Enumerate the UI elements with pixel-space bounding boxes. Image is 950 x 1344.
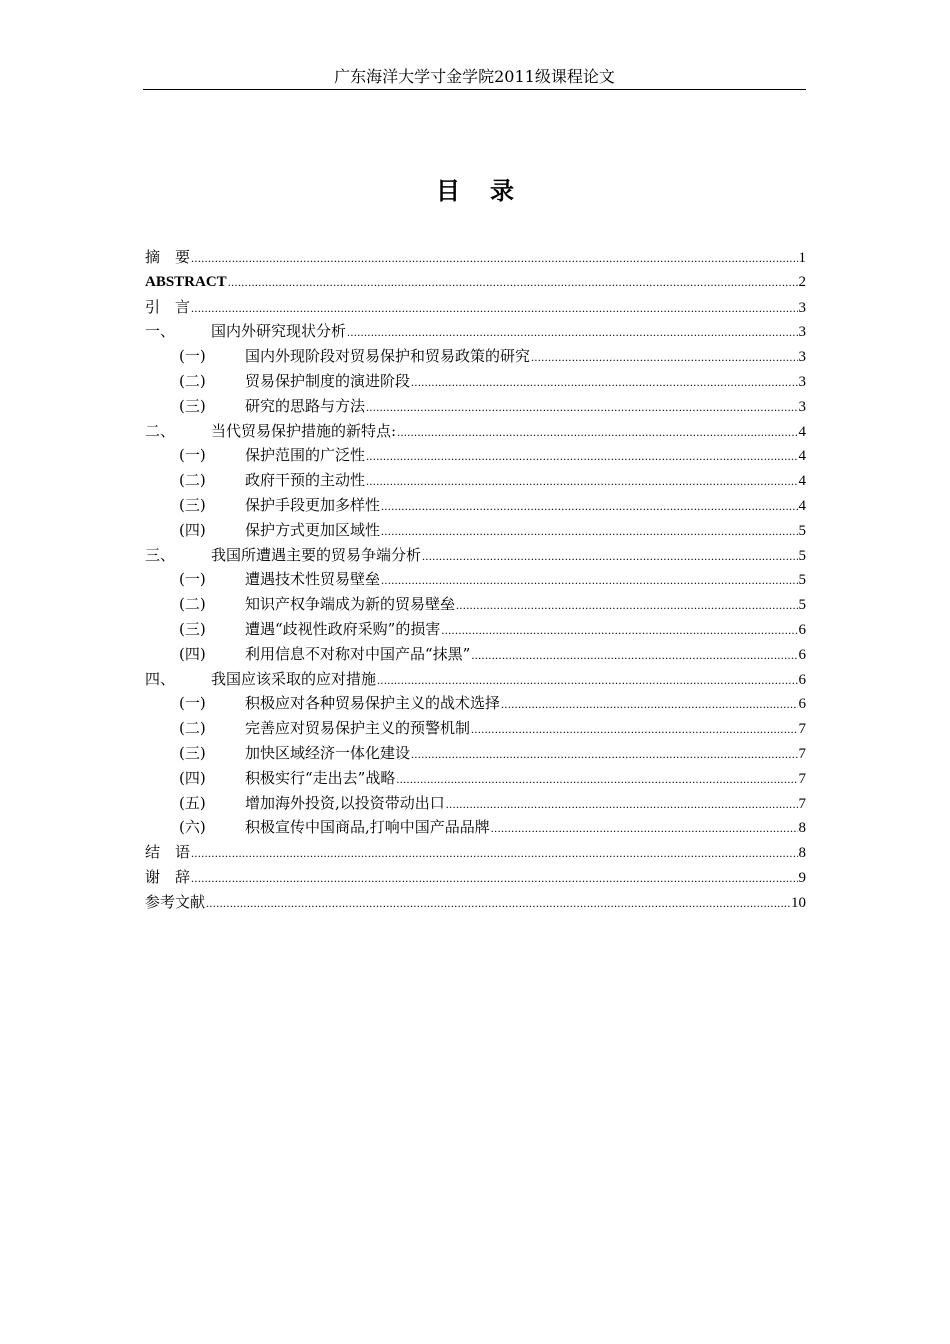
toc-dot-leader [381,568,797,593]
toc-entry-title: 摘要 [145,248,191,266]
toc-entry[interactable] [145,766,806,791]
toc-dot-leader [411,370,797,395]
toc-entry-title: 加快区域经济一体化建设 [245,743,411,762]
toc-entry[interactable] [145,245,806,270]
toc-entry[interactable] [145,419,806,444]
toc-page-number: 8 [798,820,806,837]
toc-entry[interactable] [145,468,806,493]
toc-entry-title: 政府干预的主动性 [245,471,366,490]
toc-entry-title: 保护手段更加多样性 [245,495,381,514]
toc-page-number: 4 [798,448,806,465]
toc-entry-number: (一) [179,570,206,589]
toc-page-number: 3 [798,398,806,415]
toc-entry[interactable] [145,691,806,716]
toc-entry-title: 遭遇“歧视性政府采购”的损害 [245,619,441,638]
toc-entry-title: 结语 [145,843,191,862]
toc-entry-title: 研究的思路与方法 [245,396,366,415]
toc-entry[interactable] [145,791,806,816]
toc-entry-number: 四、 [145,669,176,688]
toc-dot-leader [377,668,797,693]
toc-entry-title: 谢辞 [145,867,191,886]
toc-dot-leader [347,320,797,345]
toc-entry-number: (四) [179,644,206,663]
toc-dot-leader [366,469,797,494]
toc-dot-leader [396,767,797,792]
toc-entry[interactable] [145,394,806,419]
toc-dot-leader [366,395,797,420]
toc-page-number: 6 [798,621,806,638]
toc-entry[interactable] [145,815,806,840]
toc-entry-number: 三、 [145,545,176,564]
toc-entry[interactable] [145,617,806,642]
toc-page-number: 7 [798,770,806,787]
toc-entry-title: 保护范围的广泛性 [245,446,366,465]
toc-entry-number: (三) [179,619,206,638]
toc-entry-title: 保护方式更加区域性 [245,520,381,539]
toc-entry[interactable] [145,319,806,344]
toc-entry-number: 二、 [145,421,176,440]
toc-page-number: 5 [798,522,806,539]
toc-entry-number: (六) [179,818,206,837]
toc-dot-leader [191,866,797,891]
toc-page-number: 4 [798,423,806,440]
toc-page-number: 1 [798,250,806,266]
toc-title: 目录 [436,177,544,205]
toc-page-number: 8 [798,845,806,862]
toc-entry[interactable] [145,295,806,320]
toc-entry-number: (二) [179,719,206,738]
toc-entry-number: (二) [179,595,206,614]
toc-dot-leader [491,816,798,841]
toc-entry-title: 增加海外投资,以投资带动出口 [245,793,445,812]
toc-entry-title: 我国所遭遇主要的贸易争端分析 [211,545,422,564]
toc-dot-leader [366,444,797,469]
toc-entry[interactable] [145,716,806,741]
toc-page-number: 6 [798,646,806,663]
toc-entry-number: (四) [179,520,206,539]
toc-entry-title: 积极应对各种贸易保护主义的战术选择 [245,694,501,713]
toc-page-number: 5 [798,572,806,589]
toc-entry[interactable] [145,642,806,667]
toc-dot-leader [191,296,797,321]
toc-entry[interactable] [145,667,806,692]
toc-dot-leader [501,692,797,717]
toc-dot-leader [411,742,797,767]
toc-entry-title: ABSTRACT [145,273,227,290]
toc-page-number: 9 [798,869,806,886]
toc-page-number: 5 [798,547,806,564]
toc-entry[interactable] [145,543,806,568]
toc-entry-number: (一) [179,347,206,366]
toc-page-number: 4 [798,497,806,514]
toc-entry[interactable] [145,840,806,865]
toc-entry[interactable] [145,493,806,518]
toc-dot-leader [456,593,797,618]
toc-page-number: 7 [798,795,806,812]
toc-entry-number: (一) [179,446,206,465]
toc-dot-leader [397,420,797,445]
toc-entry-number: (五) [179,793,206,812]
toc-entry-title: 引言 [145,297,191,316]
toc-dot-leader [228,270,798,295]
toc-entry[interactable] [145,567,806,592]
toc-entry-title: 贸易保护制度的演进阶段 [245,371,411,390]
toc-dot-leader [422,544,797,569]
toc-entry-title: 完善应对贸易保护主义的预警机制 [245,719,471,738]
page-header: 广东海洋大学寸金学院2011级课程论文 [143,66,806,90]
toc-entry-number: (三) [179,396,206,415]
toc-entry-title: 我国应该采取的应对措施 [211,669,377,688]
toc-entry-title: 利用信息不对称对中国产品“抹黑” [245,644,471,663]
toc-page-number: 6 [798,671,806,688]
toc-page-number: 3 [798,373,806,390]
toc-entry-number: (一) [179,694,206,713]
toc-entry[interactable] [145,865,806,890]
toc-dot-leader [191,246,797,271]
toc-dot-leader [381,519,797,544]
toc-page-number: 3 [798,324,806,341]
toc-page-number: 7 [798,721,806,738]
toc-entry[interactable] [145,270,806,295]
toc-dot-leader [191,841,797,866]
toc-dot-leader [446,792,798,817]
toc-page-number: 7 [798,745,806,762]
toc-entry-number: (二) [179,471,206,490]
toc-entry[interactable] [145,518,806,543]
toc-dot-leader [531,345,797,370]
toc-page-number: 3 [798,349,806,366]
toc-page-number: 5 [798,597,806,614]
toc-dot-leader [471,643,797,668]
toc-dot-leader [471,717,797,742]
toc-page-number: 10 [791,894,806,911]
toc-page-number: 3 [798,299,806,316]
toc-entry-title: 当代贸易保护措施的新特点: [211,421,397,440]
toc-dot-leader [206,891,790,916]
toc-entry-title: 参考文献 [145,892,206,911]
toc-entry[interactable] [145,443,806,468]
toc-entry-title: 遭遇技术性贸易壁垒 [245,570,381,589]
toc-dot-leader [381,494,797,519]
toc-entry-number: (三) [179,495,206,514]
toc-entry-title: 积极宣传中国商品,打响中国产品品牌 [245,818,490,837]
toc-entry-number: (二) [179,371,206,390]
table-of-contents [145,245,806,915]
toc-entry-title: 积极实行“走出去”战略 [245,768,396,787]
toc-entry[interactable] [145,344,806,369]
toc-page-number: 4 [798,473,806,490]
toc-entry[interactable] [145,741,806,766]
toc-entry[interactable] [145,890,806,915]
toc-entry-title: 国内外现阶段对贸易保护和贸易政策的研究 [245,347,531,366]
toc-dot-leader [441,618,797,643]
toc-entry-number: (四) [179,768,206,787]
toc-entry-number: (三) [179,743,206,762]
toc-entry[interactable] [145,369,806,394]
toc-entry-title: 国内外研究现状分析 [211,322,347,341]
toc-page-number: 2 [798,273,806,290]
toc-entry[interactable] [145,592,806,617]
toc-entry-number: 一、 [145,322,176,341]
toc-page-number: 6 [798,696,806,713]
toc-entry-title: 知识产权争端成为新的贸易壁垒 [245,595,456,614]
